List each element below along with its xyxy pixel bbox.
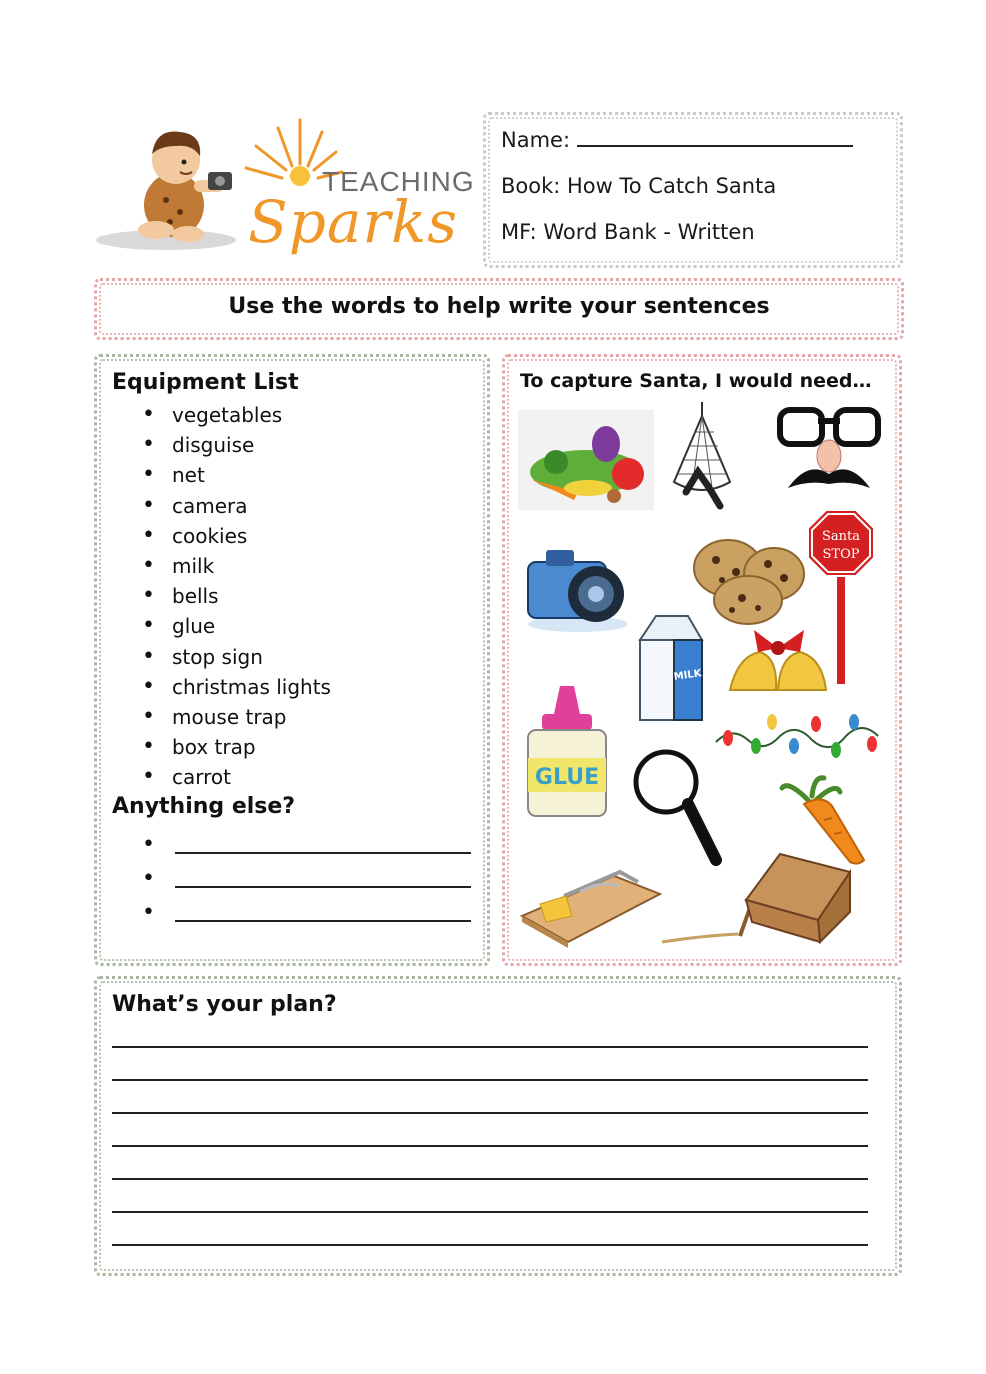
stop-sign-text: Santa <box>821 529 861 544</box>
equipment-list-box <box>94 354 490 966</box>
list-item: • glue <box>142 611 331 641</box>
info-box <box>483 112 903 268</box>
box-trap-icon <box>660 850 860 950</box>
plan-writing-line[interactable] <box>112 1178 868 1180</box>
stop-sign-text: STOP <box>822 547 860 562</box>
list-item: • stop sign <box>142 642 331 672</box>
mf-label: MF: Word Bank - Written <box>501 220 755 244</box>
camera-icon <box>522 536 634 636</box>
list-item: • milk <box>142 551 331 581</box>
capture-title: To capture Santa, I would need… <box>520 370 872 392</box>
list-item: • cookies <box>142 521 331 551</box>
list-item: • christmas lights <box>142 672 331 702</box>
capture-pictures-box <box>502 354 902 966</box>
list-item: • disguise <box>142 430 331 460</box>
logo-teaching-text: TEACHING <box>322 166 475 197</box>
stop-sign-icon <box>806 508 876 688</box>
glue-icon <box>524 684 610 820</box>
blank-answer-line[interactable]: • <box>142 900 471 925</box>
glue-label: GLUE <box>534 765 600 790</box>
list-item: • box trap <box>142 732 331 762</box>
plan-writing-line[interactable] <box>112 1079 868 1081</box>
plan-writing-line[interactable] <box>112 1145 868 1147</box>
list-item: • carrot <box>142 762 331 792</box>
teaching-sparks-logo <box>96 110 475 270</box>
equipment-list <box>142 400 331 792</box>
carrot-icon <box>778 774 874 866</box>
bells-icon <box>724 626 830 698</box>
list-item: • vegetables <box>142 400 331 430</box>
mouse-trap-icon <box>520 856 662 948</box>
plan-writing-line[interactable] <box>112 1112 868 1114</box>
instruction-banner <box>94 278 904 340</box>
list-item: • net <box>142 460 331 490</box>
plan-box <box>94 976 902 1276</box>
name-label: Name: <box>501 128 577 152</box>
instruction-text: Use the words to help write your sentences <box>228 294 770 319</box>
disguise-icon <box>774 404 884 496</box>
christmas-lights-icon <box>712 706 882 766</box>
plan-writing-line[interactable] <box>112 1211 868 1213</box>
vegetables-icon <box>518 410 654 510</box>
plan-writing-line[interactable] <box>112 1244 868 1246</box>
milk-label: MILK <box>673 668 703 683</box>
blank-answer-line[interactable]: • <box>142 832 471 857</box>
list-item: • camera <box>142 491 331 521</box>
magnifying-glass-icon <box>630 746 726 870</box>
plan-writing-line[interactable] <box>112 1046 868 1048</box>
net-icon <box>664 402 740 514</box>
logo-sparks-text: Sparks <box>248 188 459 256</box>
book-title: Book: How To Catch Santa <box>501 174 777 198</box>
milk-icon <box>632 612 708 726</box>
list-item: • mouse trap <box>142 702 331 732</box>
list-item: • bells <box>142 581 331 611</box>
name-field[interactable] <box>501 128 853 152</box>
name-blank-line[interactable] <box>577 129 853 147</box>
cookies-icon <box>692 534 808 626</box>
equipment-heading: Equipment List <box>112 370 299 395</box>
plan-heading: What’s your plan? <box>112 992 337 1017</box>
blank-answer-line[interactable]: • <box>142 866 471 891</box>
anything-else-heading: Anything else? <box>112 794 296 819</box>
